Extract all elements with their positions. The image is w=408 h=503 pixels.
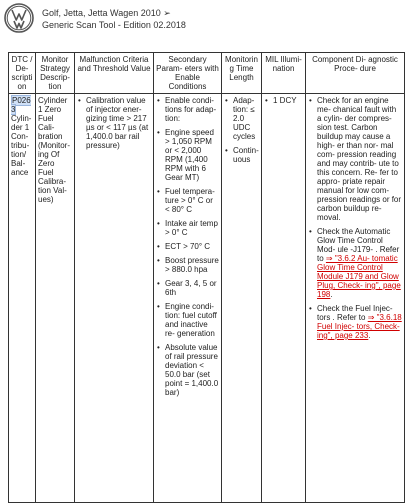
table-row [9,94,405,503]
list-item: • Contin- uous [233,146,259,164]
list-item [317,96,402,222]
column-header: MIL Illumi- nation [262,53,306,94]
procedure-text: Check the Automatic Glow Time Control Mod- ule -J179- . Refer to [317,227,400,263]
list-item [317,227,402,299]
vw-logo-icon [4,3,34,33]
list-item: • Boost pressure > 880.0 hpa [165,256,219,274]
list-item [317,304,402,340]
column-header: Monitor Strategy Descrip- tion [36,53,75,94]
monitor-strategy-cell: Cylinder 1 Zero Fuel Cali- bration (Monitor- ing Of Zero Fuel Calibra- tion Val- ues) [36,94,75,503]
column-header: Secondary Param- eters with Enable Conditions [154,53,222,94]
list-item: • 1 DCY [273,96,303,105]
procedure-cell [306,94,405,503]
list-item: • Engine condi- tion: fuel cutoff and inactive re- generation [165,302,219,338]
column-header: Monitoring Time Length [222,53,262,94]
manual-title: Golf, Jetta, Jetta Wagen 2010 ➢ [42,8,171,18]
secondary-parameters-cell [154,94,222,503]
mil-illumination-cell [262,94,306,503]
list-item: • Enable condi- tions for adap- tion: [165,96,219,123]
dtc-cell [9,94,36,503]
list-item: • ECT > 70° C [165,242,219,251]
dtc-description: Cylin- der 1 Con- tribu- tion/ Bal- ance [11,114,32,177]
list-item: • Fuel tempera- ture > 0° C or < 80° C [165,187,219,214]
monitoring-time-cell [222,94,262,503]
column-header: DTC / De- scription [9,53,36,94]
procedure-text: Check for an engine me- chanical fault with a cylin- der compres- sion test. Carbon buildup may cause a high- er than nor- mal com- pression reading and may contrib- ute to this concern. Re- fer to appro- priate repair manual for low com- pression readings or for carbon buildup re- moval. [317,96,402,222]
list-item: • Adap- tion: ≤ 2.0 UDC cycles [233,96,259,141]
table-header-row [9,53,405,94]
glow-time-control-link[interactable]: ⇒ "3.6.2 Au- tomatic Glow Time Control Module J179 and Glow Plug, Check- ing", page 198 [317,254,401,299]
fuel-injectors-link[interactable]: ⇒ "3.6.18 Fuel Injec- tors, Check- ing", page 233 [317,313,402,340]
list-item: • Intake air temp > 0° C [165,219,219,237]
dtc-code[interactable]: P0263 [11,96,31,114]
list-item: • Engine speed > 1,050 RPM or < 2,000 RPM (1,400 RPM with 6 Gear MT) [165,128,219,182]
manual-subtitle: Generic Scan Tool - Edition 02.2018 [42,20,186,30]
malfunction-criteria-cell [75,94,154,503]
period-text: . [330,290,333,299]
column-header: Component Di- agnostic Proce- dure [306,53,405,94]
list-item: • Absolute value of rail pressure deviation < 50.0 bar (set point = 1,400.0 bar) [165,343,219,397]
diagnostic-table [8,52,405,503]
period-text: . [368,331,371,340]
list-item: • Calibration value of injector ener- gizing time > 217 µs or < 117 µs (at 1,400.0 bar rail pressure) [86,96,151,150]
column-header: Malfunction Criteria and Threshold Value [75,53,154,94]
list-item: • Gear 3, 4, 5 or 6th [165,279,219,297]
procedure-text: Check the Fuel Injec- tors . Refer to [317,304,393,322]
